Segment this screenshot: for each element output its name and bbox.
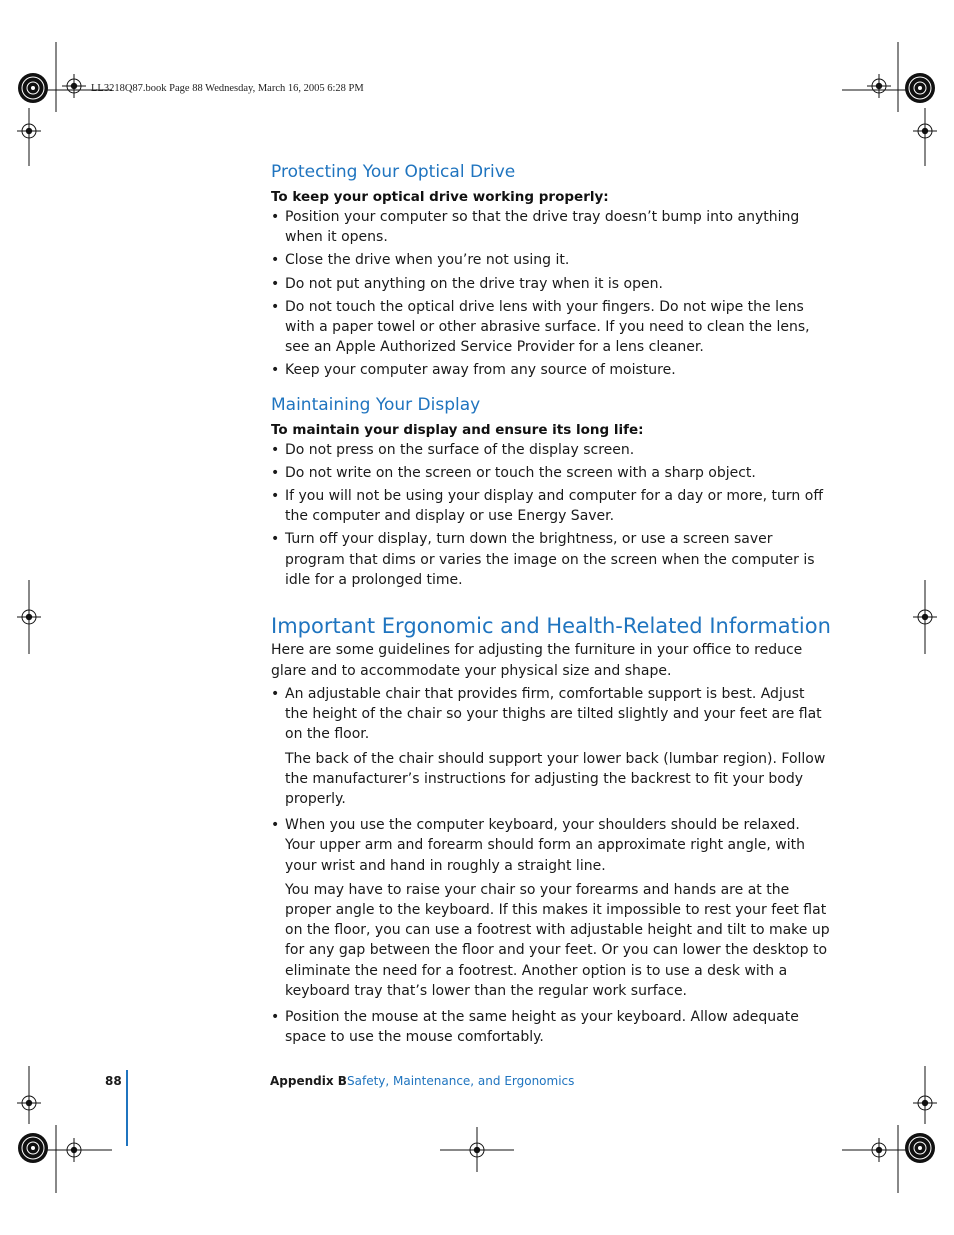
display-heading: Maintaining Your Display xyxy=(271,394,481,415)
list-item: • Position your computer so that the drive tray doesn’t bump into anything when it opens. xyxy=(271,207,831,247)
display-list xyxy=(271,440,831,590)
optical-drive-lead: To keep your optical drive working properly: xyxy=(271,189,609,205)
list-item: • Keep your computer away from any source of moisture. xyxy=(271,360,831,380)
list-item: • Do not write on the screen or touch the screen with a sharp object. xyxy=(271,463,831,483)
list-item: • Do not touch the optical drive lens with your fingers. Do not wipe the lens with a paper towel or other abrasive surface. If you need to clean the lens, see an Apple Authorized Service Provider for a lens cleaner. xyxy=(271,297,831,358)
ergonomic-heading: Important Ergonomic and Health-Related Information xyxy=(271,614,831,639)
ergonomic-intro: Here are some guidelines for adjusting the furniture in your office to reduce glare and to accommodate your physical size and shape. xyxy=(271,642,803,679)
list-item: • Do not put anything on the drive tray when it is open. xyxy=(271,274,831,294)
list-item-text: When you use the computer keyboard, your shoulders should be relaxed. Your upper arm and forearm should form an approximate right angle, with your wrist and hand in roughly a straight line. xyxy=(285,817,805,874)
list-item: • Do not press on the surface of the display screen. xyxy=(271,440,831,460)
list-item: • Turn off your display, turn down the brightness, or use a screen saver program that dims or varies the image on the screen when the computer is idle for a prolonged time. xyxy=(271,529,831,590)
list-item: • If you will not be using your display and computer for a day or more, turn off the computer and display or use Energy Saver. xyxy=(271,486,831,526)
list-item: • Close the drive when you’re not using it. xyxy=(271,250,831,270)
optical-drive-list xyxy=(271,207,831,381)
list-item: • Position the mouse at the same height as your keyboard. Allow adequate space to use the mouse comfortably. xyxy=(271,1007,831,1047)
ergonomic-list xyxy=(271,684,831,1047)
list-item xyxy=(271,815,831,1001)
display-lead: To maintain your display and ensure its long life: xyxy=(271,421,644,438)
optical-drive-heading: Protecting Your Optical Drive xyxy=(271,162,516,182)
list-item-note: The back of the chair should support your lower back (lumbar region). Follow the manufacturer’s instructions for adjusting the backrest to fit your body properly. xyxy=(285,750,826,808)
page-number: 88 xyxy=(105,1074,122,1088)
footer-chapter-title: Safety, Maintenance, and Ergonomics xyxy=(347,1074,575,1088)
list-item-text: An adjustable chair that provides firm, comfortable support is best. Adjust the height of the chair so your thighs are tilted slightly and your feet are flat on the floor. xyxy=(285,686,822,743)
footer-appendix-label: Appendix B xyxy=(270,1074,347,1088)
list-item-note: You may have to raise your chair so your forearms and hands are at the proper angle to the keyboard. If this makes it impossible to rest your feet flat on the floor, you can use a footrest with adjustable height and tilt to make up for any gap between the floor and your feet. Or you can lower the desktop to eliminate the need for a footrest. Another option is to use a desk with a keyboard tray that’s lower than the regular work surface. xyxy=(285,881,830,999)
footer-rule xyxy=(126,1070,128,1146)
page-body xyxy=(271,160,831,1051)
print-slug: LL3218Q87.book Page 88 Wednesday, March 16, 2005 6:28 PM xyxy=(91,83,364,94)
list-item xyxy=(271,684,831,809)
